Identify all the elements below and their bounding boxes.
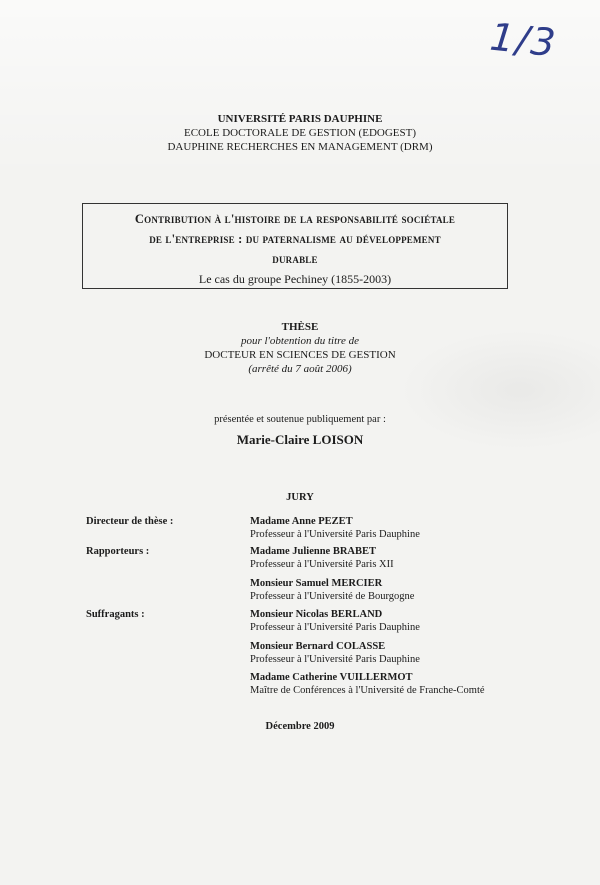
- role-examiners: Suffragants :: [86, 609, 145, 620]
- thesis-degree: DOCTEUR EN SCIENCES DE GESTION: [204, 349, 396, 361]
- research-lab: DAUPHINE RECHERCHES EN MANAGEMENT (DRM): [167, 141, 433, 153]
- thesis-block: [0, 320, 600, 376]
- member-title: Maître de Conférences à l'Université de Franche-Comté: [250, 684, 485, 696]
- member-name: Madame Catherine VUILLERMOT: [250, 672, 413, 683]
- author-name: Marie-Claire LOISON: [236, 432, 364, 447]
- thesis-label: THÈSE: [281, 321, 319, 333]
- jury-heading: JURY: [286, 492, 314, 503]
- title-line-3: durable: [272, 252, 318, 266]
- member-title: Professeur à l'Université de Bourgogne: [250, 590, 415, 602]
- jury-member: [250, 546, 394, 571]
- doctoral-school: ECOLE DOCTORALE DE GESTION (EDOGEST): [184, 127, 416, 139]
- member-name: Monsieur Bernard COLASSE: [250, 641, 386, 652]
- jury-member: [250, 578, 414, 603]
- member-title: Professeur à l'Université Paris XII: [250, 558, 394, 570]
- member-title: Professeur à l'Université Paris Dauphine: [250, 653, 420, 665]
- member-name: Monsieur Nicolas BERLAND: [250, 609, 383, 620]
- role-director: Directeur de thèse :: [86, 516, 174, 527]
- university-name: UNIVERSITÉ PARIS DAUPHINE: [217, 113, 383, 125]
- role-reviewers: Rapporteurs :: [86, 546, 150, 557]
- presented-by: présentée et soutenue publiquement par :: [214, 414, 386, 425]
- title-line-2: de l'entreprise : du paternalisme au développement: [149, 232, 441, 246]
- member-name: Madame Anne PEZET: [250, 516, 353, 527]
- title-subtitle: Le cas du groupe Pechiney (1855-2003): [198, 272, 392, 286]
- member-title: Professeur à l'Université Paris Dauphine: [250, 528, 420, 540]
- jury-member: [250, 516, 420, 541]
- member-title: Professeur à l'Université Paris Dauphine: [250, 621, 420, 633]
- thesis-title-box: [82, 203, 508, 289]
- jury-member: [250, 672, 485, 697]
- member-name: Madame Julienne BRABET: [250, 546, 377, 557]
- jury-member: [250, 609, 420, 634]
- defense-date: Décembre 2009: [265, 721, 335, 732]
- member-name: Monsieur Samuel MERCIER: [250, 578, 383, 589]
- jury-member: [250, 641, 420, 666]
- institution-header: [0, 112, 600, 154]
- handwritten-page-number: 1/3: [487, 14, 560, 66]
- thesis-purpose: pour l'obtention du titre de: [240, 335, 360, 347]
- title-line-1: Contribution à l'histoire de la responsabilité sociétale: [134, 212, 456, 226]
- thesis-decree: (arrêté du 7 août 2006): [248, 363, 352, 375]
